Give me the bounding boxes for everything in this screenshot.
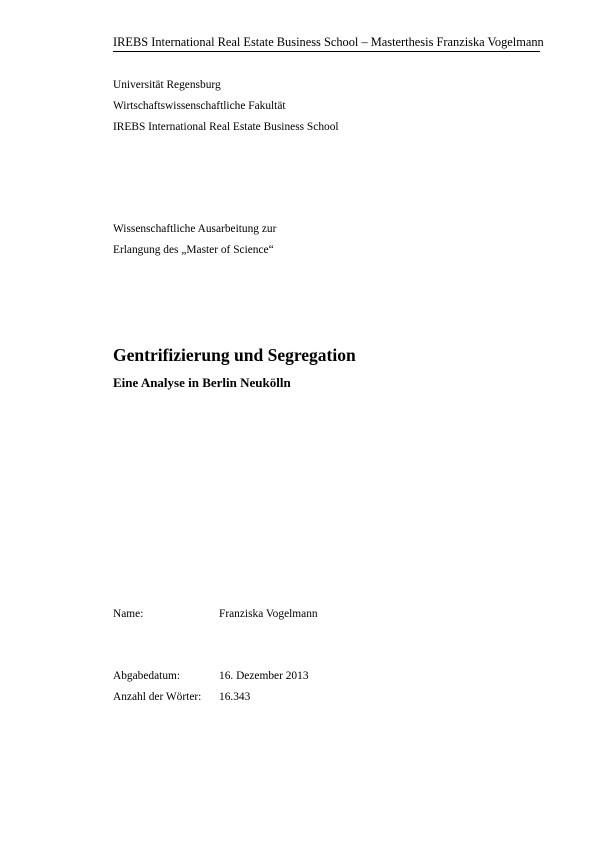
submission-date-field bbox=[113, 670, 309, 682]
submission-date-value: 16. Dezember 2013 bbox=[219, 670, 309, 682]
thesis-subtitle: Eine Analyse in Berlin Neukölln bbox=[113, 375, 291, 390]
author-value: Franziska Vogelmann bbox=[219, 608, 318, 620]
submission-date-label: Abgabedatum: bbox=[113, 670, 181, 682]
running-header: IREBS International Real Estate Business School – Masterthesis Franziska Vogelmann bbox=[113, 35, 540, 52]
thesis-title: Gentrifizierung und Segregation bbox=[113, 345, 356, 365]
university-name: Universität Regensburg bbox=[113, 79, 221, 91]
faculty-name: Wirtschaftswissenschaftliche Fakultät bbox=[113, 100, 286, 112]
word-count-field bbox=[113, 691, 250, 703]
word-count-value: 16.343 bbox=[219, 691, 251, 703]
word-count-label: Anzahl der Wörter: bbox=[113, 691, 202, 703]
author-label: Name: bbox=[113, 608, 144, 620]
author-field bbox=[113, 608, 318, 620]
institution-block bbox=[113, 75, 339, 138]
degree-line-1: Wissenschaftliche Ausarbeitung zur bbox=[113, 223, 277, 235]
school-name: IREBS International Real Estate Business School bbox=[113, 121, 339, 133]
degree-line-2: Erlangung des „Master of Science“ bbox=[113, 244, 274, 256]
degree-block bbox=[113, 219, 276, 261]
